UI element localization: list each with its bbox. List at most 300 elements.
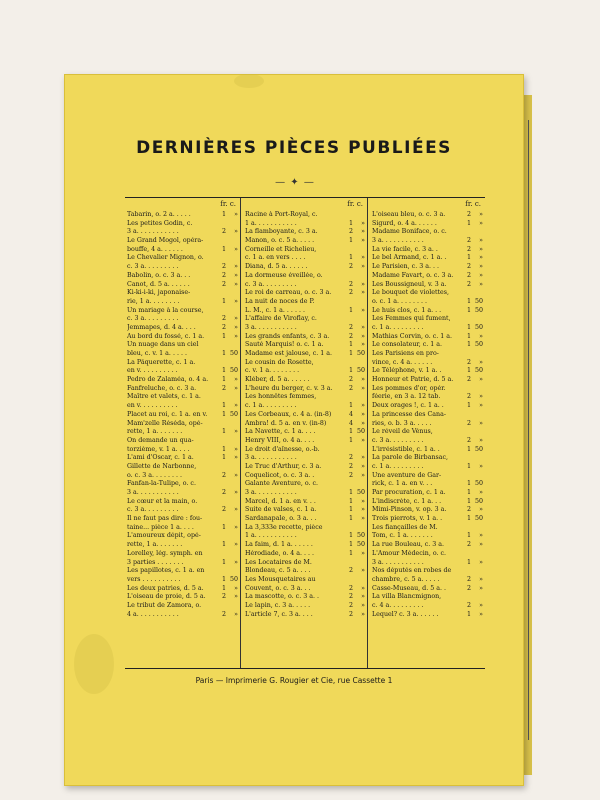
entry-title: Le Truc d'Arthur, c. 3 a.: [245, 462, 322, 470]
entry-title: chambre, c. 5 a. . . . .: [372, 575, 440, 583]
entry-title: c. 3 a. . . . . . . . .: [127, 315, 179, 323]
entry-francs: 1: [466, 462, 471, 470]
entry-title: bouffe, 4 a. . . . . .: [127, 245, 183, 253]
entry-title: c. 3 a. . . . . . . . .: [127, 263, 179, 271]
entry-centimes: »: [234, 584, 238, 592]
catalog-entry: [372, 359, 485, 368]
entry-francs: 2: [466, 263, 471, 271]
entry-title: Le bouquet de violettes,: [372, 289, 450, 297]
entry-title: Sigurd, o. 4 a. . . . . .: [372, 219, 437, 227]
catalog-entry: [372, 437, 485, 446]
entry-centimes: [471, 385, 485, 394]
catalog-entry: [372, 307, 485, 316]
entry-title: Madame Boniface, o. c.: [372, 228, 447, 236]
entry-centimes: 50: [356, 489, 365, 496]
catalog-entry: [127, 315, 240, 324]
entry-title: Le cœur et la main, o.: [127, 497, 198, 505]
catalog-entry: [372, 237, 485, 246]
entry-title: La parole de Birbansac,: [372, 454, 449, 462]
entry-francs: 1: [221, 541, 226, 549]
entry-title: L'oiseau bleu, o. c. 3 a.: [372, 211, 446, 218]
entry-centimes: »: [479, 358, 483, 366]
entry-title: L'oiseau de proie, d. 5 a.: [127, 593, 206, 601]
entry-title: Il ne faut pas dire : fou-: [127, 515, 203, 523]
catalog-entry: [372, 228, 485, 237]
entry-centimes: [226, 515, 240, 524]
entry-centimes: »: [479, 332, 483, 340]
catalog-entry: [245, 585, 367, 594]
entry-centimes: 50: [229, 575, 238, 583]
entry-francs: 2: [221, 228, 226, 236]
entry-centimes: »: [479, 376, 483, 384]
catalog-entry: [127, 559, 240, 568]
catalog-entry: [372, 541, 485, 550]
catalog-entry: [245, 272, 367, 281]
entry-francs: 2: [221, 593, 226, 601]
entry-francs: [343, 315, 353, 324]
entry-centimes: »: [234, 489, 238, 496]
entry-centimes: [353, 272, 367, 281]
entry-francs: 2: [221, 263, 226, 271]
entry-francs: 2: [466, 280, 471, 288]
entry-francs: [216, 393, 226, 402]
catalog-entry: [127, 611, 240, 620]
entry-francs: 2: [221, 271, 226, 279]
entry-centimes: »: [234, 228, 238, 236]
entry-centimes: [226, 254, 240, 263]
entry-francs: 1: [348, 367, 353, 375]
entry-title: Les grands enfants, c. 3 a.: [245, 332, 330, 340]
entry-francs: 1: [348, 532, 353, 540]
catalog-entry: [372, 263, 485, 272]
entry-francs: [343, 272, 353, 281]
entry-francs: 1: [221, 445, 226, 453]
entry-title: Coquelicot, o. c. 3 a. .: [245, 471, 315, 479]
entry-francs: 2: [348, 280, 353, 288]
entry-centimes: 50: [356, 541, 365, 549]
entry-title: c. 4 a. . . . . . . . .: [372, 601, 424, 609]
entry-centimes: [471, 472, 485, 481]
catalog-entry: [372, 611, 485, 620]
entry-title: Racine à Port-Royal, c.: [245, 211, 318, 218]
entry-centimes: »: [234, 271, 238, 279]
catalog-entry: [245, 550, 367, 559]
catalog-entry: [372, 602, 485, 611]
entry-title: La Pâquerette, c. 1 a.: [127, 358, 196, 366]
entry-centimes: [226, 359, 240, 368]
entry-title: féerie, en 3 a. 12 tab.: [372, 393, 441, 401]
entry-centimes: »: [361, 549, 365, 557]
entry-title: Fanfan-la-Tulipe, o. c.: [127, 480, 196, 488]
entry-title: La rue Bouleau, c. 3 a.: [372, 541, 445, 549]
entry-title: c. 3 a. . . . . . . . .: [127, 506, 179, 514]
catalog-entry: [245, 220, 367, 229]
entry-title: rette, 1 a. . . . . . .: [127, 541, 183, 549]
entry-title: c. 1 a. . . . . . . . .: [372, 462, 424, 470]
entry-title: Les Locataires de M.: [245, 558, 312, 566]
entry-centimes: »: [361, 228, 365, 236]
entry-francs: 1: [221, 297, 226, 305]
entry-title: Marcel, d. 1 a. en v. . .: [245, 497, 316, 505]
catalog-entry: [127, 498, 240, 507]
catalog-entry: [127, 376, 240, 385]
entry-francs: 1: [466, 341, 471, 349]
entry-centimes: 50: [474, 367, 483, 375]
entry-francs: 2: [466, 541, 471, 549]
catalog-entry: [372, 515, 485, 524]
entry-title: Henry VIII, o. 4 a. . . .: [245, 436, 315, 444]
catalog-entry: [372, 550, 485, 559]
entry-title: Casse-Museau, d. 5 a. .: [372, 584, 446, 592]
catalog-entry: [127, 437, 240, 446]
entry-centimes: »: [234, 211, 238, 218]
entry-francs: 2: [466, 237, 471, 245]
catalog-entry: [127, 585, 240, 594]
entry-title: Le Parisien, c. 3 a. . .: [372, 263, 439, 271]
catalog-entry: [127, 254, 240, 263]
entry-centimes: »: [234, 297, 238, 305]
entry-title: Couvent, o. c. 3 a. . .: [245, 584, 311, 592]
entry-centimes: »: [234, 323, 238, 331]
entry-title: La vie facile, c. 3 a. .: [372, 245, 438, 253]
catalog-entry: [245, 246, 367, 255]
entry-centimes: 50: [356, 350, 365, 357]
entry-francs: 1: [466, 610, 471, 618]
catalog-entry: [372, 559, 485, 568]
entry-francs: 1: [221, 575, 226, 583]
entry-title: rie, 1 a. . . . . . . .: [127, 297, 180, 305]
catalog-entry: [245, 341, 367, 350]
entry-title: Le Téléphone, v. 1 a. .: [372, 367, 442, 375]
catalog-entry: [245, 385, 367, 394]
entry-title: 3 a. . . . . . . . . . .: [127, 489, 179, 496]
entry-title: Le bel Armand, c. 1 a. .: [372, 254, 447, 262]
entry-title: Jemmapes, d. 4 a. . . .: [127, 323, 196, 331]
catalog-entry: [245, 611, 367, 620]
catalog-entry: [245, 489, 367, 498]
catalog-entry: [245, 472, 367, 481]
catalog-entry: [245, 359, 367, 368]
entry-centimes: 50: [474, 297, 483, 305]
entry-centimes: [226, 237, 240, 246]
entry-francs: [461, 550, 471, 559]
entry-francs: 2: [348, 471, 353, 479]
catalog-entry: [127, 367, 240, 376]
entry-centimes: »: [234, 610, 238, 618]
entry-centimes: »: [234, 263, 238, 271]
entry-centimes: »: [479, 575, 483, 583]
entry-francs: [343, 298, 353, 307]
catalog-entry: [245, 211, 367, 220]
catalog-entry: [245, 541, 367, 550]
entry-centimes: »: [479, 254, 483, 262]
catalog-column-1: [125, 198, 241, 668]
entry-title: Sauté Marquis! o. c. 1 a.: [245, 341, 324, 349]
entry-francs: [216, 532, 226, 541]
entry-title: 3 a. . . . . . . . . . .: [372, 237, 424, 245]
catalog-entry: [127, 446, 240, 455]
entry-francs: [461, 411, 471, 420]
entry-centimes: »: [361, 323, 365, 331]
entry-francs: 1: [221, 332, 226, 340]
entry-francs: [461, 289, 471, 298]
entry-title: Les papillotes, c. 1 a. en: [127, 567, 205, 575]
entry-francs: [461, 315, 471, 324]
catalog-entry: [245, 228, 367, 237]
entry-title: Une aventure de Gar-: [372, 471, 442, 479]
catalog-entry: [372, 576, 485, 585]
entry-title: Ambra! d. 5 a. en v. (in-8): [245, 419, 327, 427]
entry-title: Un mariage à la course,: [127, 306, 204, 314]
entry-title: Tabarin, o. 2 a. . . . .: [127, 211, 191, 218]
entry-francs: 1: [348, 506, 353, 514]
entry-francs: 1: [466, 323, 471, 331]
entry-centimes: »: [234, 428, 238, 436]
entry-centimes: [226, 498, 240, 507]
entry-centimes: 50: [474, 341, 483, 349]
entry-francs: 1: [221, 402, 226, 410]
catalog-entry: [127, 385, 240, 394]
title-ornament: — ✦ —: [275, 177, 315, 188]
entry-centimes: »: [234, 384, 238, 392]
catalog-entry: [372, 420, 485, 429]
catalog-entry: [127, 567, 240, 576]
entry-centimes: [471, 593, 485, 602]
entry-centimes: [471, 289, 485, 298]
paper-stain: [74, 634, 114, 694]
entry-title: 3 a. . . . . . . . . . .: [245, 454, 297, 462]
catalog-entry: [245, 515, 367, 524]
entry-centimes: »: [361, 497, 365, 505]
entry-francs: [343, 559, 353, 568]
currency-header: fr. c.: [465, 200, 481, 208]
entry-centimes: »: [234, 471, 238, 479]
entry-centimes: [353, 298, 367, 307]
catalog-entry: [372, 281, 485, 290]
entry-francs: 1: [348, 341, 353, 349]
catalog-entry: [245, 576, 367, 585]
entry-centimes: 50: [229, 367, 238, 375]
entry-francs: [343, 393, 353, 402]
entry-centimes: [226, 437, 240, 446]
entry-francs: 1: [221, 428, 226, 436]
catalog-entry: [372, 489, 485, 498]
entry-centimes: [226, 420, 240, 429]
catalog-entry: [127, 472, 240, 481]
entry-centimes: »: [361, 454, 365, 462]
entry-francs: 1: [466, 480, 471, 488]
entry-francs: 2: [348, 462, 353, 470]
printer-imprint: Paris — Imprimerie G. Rougier et Cie, rue Cassette 1: [195, 676, 393, 685]
catalog-entry: [127, 463, 240, 472]
catalog-entry: [127, 428, 240, 437]
entry-centimes: [226, 341, 240, 350]
entry-centimes: »: [479, 393, 483, 401]
entry-centimes: »: [361, 263, 365, 271]
catalog-entry: [127, 393, 240, 402]
entry-francs: [461, 385, 471, 394]
entry-title: Ki-ki-i-ki, japonaise-: [127, 289, 191, 297]
entry-francs: 2: [348, 228, 353, 236]
entry-title: Babolin, o. c. 3 a. . .: [127, 271, 191, 279]
catalog-entry: [245, 411, 367, 420]
catalog-entry: [245, 559, 367, 568]
entry-title: Sardanapale, o. 3 a. . .: [245, 515, 317, 523]
catalog-entry: [372, 454, 485, 463]
entry-francs: [216, 480, 226, 489]
entry-centimes: »: [361, 471, 365, 479]
entry-centimes: »: [479, 263, 483, 271]
entry-francs: 1: [466, 532, 471, 540]
catalog-entry: [245, 454, 367, 463]
entry-francs: 1: [348, 254, 353, 262]
catalog-entry: [372, 585, 485, 594]
entry-francs: 2: [348, 289, 353, 297]
catalog-entry: [127, 341, 240, 350]
entry-centimes: »: [479, 462, 483, 470]
entry-title: Le réveil de Vénus,: [372, 428, 433, 436]
catalog-entry: [245, 567, 367, 576]
entry-centimes: »: [361, 402, 365, 410]
entry-centimes: 50: [474, 445, 483, 453]
entry-centimes: [353, 393, 367, 402]
entry-title: Le Chevalier Mignon, o.: [127, 254, 204, 262]
entry-centimes: [471, 454, 485, 463]
entry-francs: [216, 463, 226, 472]
catalog-entry: [127, 420, 240, 429]
entry-title: 1 a. . . . . . . . . . .: [245, 219, 297, 227]
catalog-entry: [372, 402, 485, 411]
entry-francs: 2: [348, 601, 353, 609]
catalog-entry: [372, 532, 485, 541]
entry-title: La nuit de noces de P.: [245, 297, 315, 305]
entry-francs: 4: [348, 410, 353, 418]
entry-centimes: 50: [356, 532, 365, 540]
catalog-entry: [372, 472, 485, 481]
entry-francs: 1: [221, 367, 226, 375]
entry-centimes: 50: [474, 497, 483, 505]
catalog-entry: [245, 289, 367, 298]
entry-francs: 1: [466, 402, 471, 410]
catalog-entry: [127, 402, 240, 411]
catalog-entry: [372, 480, 485, 489]
catalog-entry: [372, 220, 485, 229]
entry-francs: [461, 567, 471, 576]
entry-francs: [216, 289, 226, 298]
entry-centimes: »: [479, 419, 483, 427]
entry-francs: [343, 246, 353, 255]
entry-title: L'amoureux dépit, opé-: [127, 532, 201, 540]
entry-francs: [216, 437, 226, 446]
catalog-entry: [245, 393, 367, 402]
currency-header: fr. c.: [220, 200, 236, 208]
entry-francs: 1: [221, 558, 226, 566]
entry-centimes: »: [361, 306, 365, 314]
entry-title: Le roi de carreau, o. c. 3 a.: [245, 289, 332, 297]
entry-francs: 2: [466, 376, 471, 384]
entry-francs: [461, 524, 471, 533]
entry-francs: 2: [348, 384, 353, 392]
catalog-entry: [372, 324, 485, 333]
entry-title: en v. . . . . . . . . .: [127, 367, 178, 375]
entry-title: Les fiançailles de M.: [372, 523, 438, 531]
entry-francs: 1: [466, 489, 471, 496]
entry-title: La dormeuse éveillée, o.: [245, 271, 323, 279]
entry-francs: [216, 359, 226, 368]
entry-francs: [216, 307, 226, 316]
entry-francs: 2: [348, 593, 353, 601]
catalog-entry: [127, 480, 240, 489]
catalog-entry: [245, 602, 367, 611]
entry-title: L'indiscrète, c. 1 a. . .: [372, 497, 442, 505]
entry-title: Lequel? c. 3 a. . . . . .: [372, 610, 439, 618]
entry-centimes: »: [234, 280, 238, 288]
entry-title: Manon, o. c. 5 a. . . . .: [245, 237, 315, 245]
entry-francs: 2: [348, 610, 353, 618]
entry-title: Placet au roi, c. 1 a. en v.: [127, 410, 208, 418]
entry-centimes: [353, 524, 367, 533]
catalog-entry: [372, 446, 485, 455]
entry-francs: [461, 454, 471, 463]
entry-francs: [461, 350, 471, 359]
entry-title: L. M., c. 1 a. . . . . .: [245, 306, 305, 314]
entry-centimes: »: [361, 341, 365, 349]
entry-francs: 2: [221, 489, 226, 496]
catalog-entry: [372, 333, 485, 342]
entry-francs: 1: [348, 549, 353, 557]
entry-centimes: [353, 480, 367, 489]
entry-centimes: [353, 359, 367, 368]
entry-title: Le tribut de Zamora, o.: [127, 601, 202, 609]
entry-title: c. 1 a. en vers . . . .: [245, 254, 306, 262]
catalog-entry: [372, 393, 485, 402]
catalog-entry: [372, 254, 485, 263]
entry-francs: 1: [348, 306, 353, 314]
entry-title: Tom, c. 1 a. . . . . . .: [372, 532, 433, 540]
entry-francs: [343, 480, 353, 489]
entry-francs: [216, 550, 226, 559]
entry-title: L'irrésistible, c. 1 a. .: [372, 445, 440, 453]
catalog-table: [125, 197, 485, 669]
entry-francs: 2: [221, 384, 226, 392]
entry-centimes: 50: [474, 480, 483, 488]
entry-centimes: »: [479, 610, 483, 618]
entry-centimes: »: [361, 237, 365, 245]
entry-title: La mascotte, o. c. 3 a. .: [245, 593, 319, 601]
catalog-entry: [127, 289, 240, 298]
entry-centimes: »: [234, 541, 238, 549]
catalog-entry: [245, 402, 367, 411]
entry-centimes: [353, 246, 367, 255]
entry-francs: 1: [466, 558, 471, 566]
entry-francs: [216, 567, 226, 576]
entry-title: taine... pièce 1 a. . . .: [127, 523, 194, 531]
entry-centimes: »: [361, 515, 365, 523]
entry-title: Madame Favart, o. c. 3 a.: [372, 271, 454, 279]
catalog-entry: [127, 211, 240, 220]
entry-francs: 1: [348, 541, 353, 549]
entry-title: vers . . . . . . . . . .: [127, 575, 181, 583]
entry-francs: 1: [221, 584, 226, 592]
catalog-entry: [245, 376, 367, 385]
entry-title: Honneur et Patrie, d. 5 a.: [372, 376, 454, 384]
catalog-entry: [245, 307, 367, 316]
entry-title: Le huis clos, c. 1 a. . .: [372, 306, 442, 314]
entry-centimes: »: [234, 454, 238, 462]
entry-centimes: [471, 228, 485, 237]
entry-title: Pedro de Zalaméa, o. 4 a.: [127, 376, 209, 384]
catalog-entry: [127, 350, 240, 359]
